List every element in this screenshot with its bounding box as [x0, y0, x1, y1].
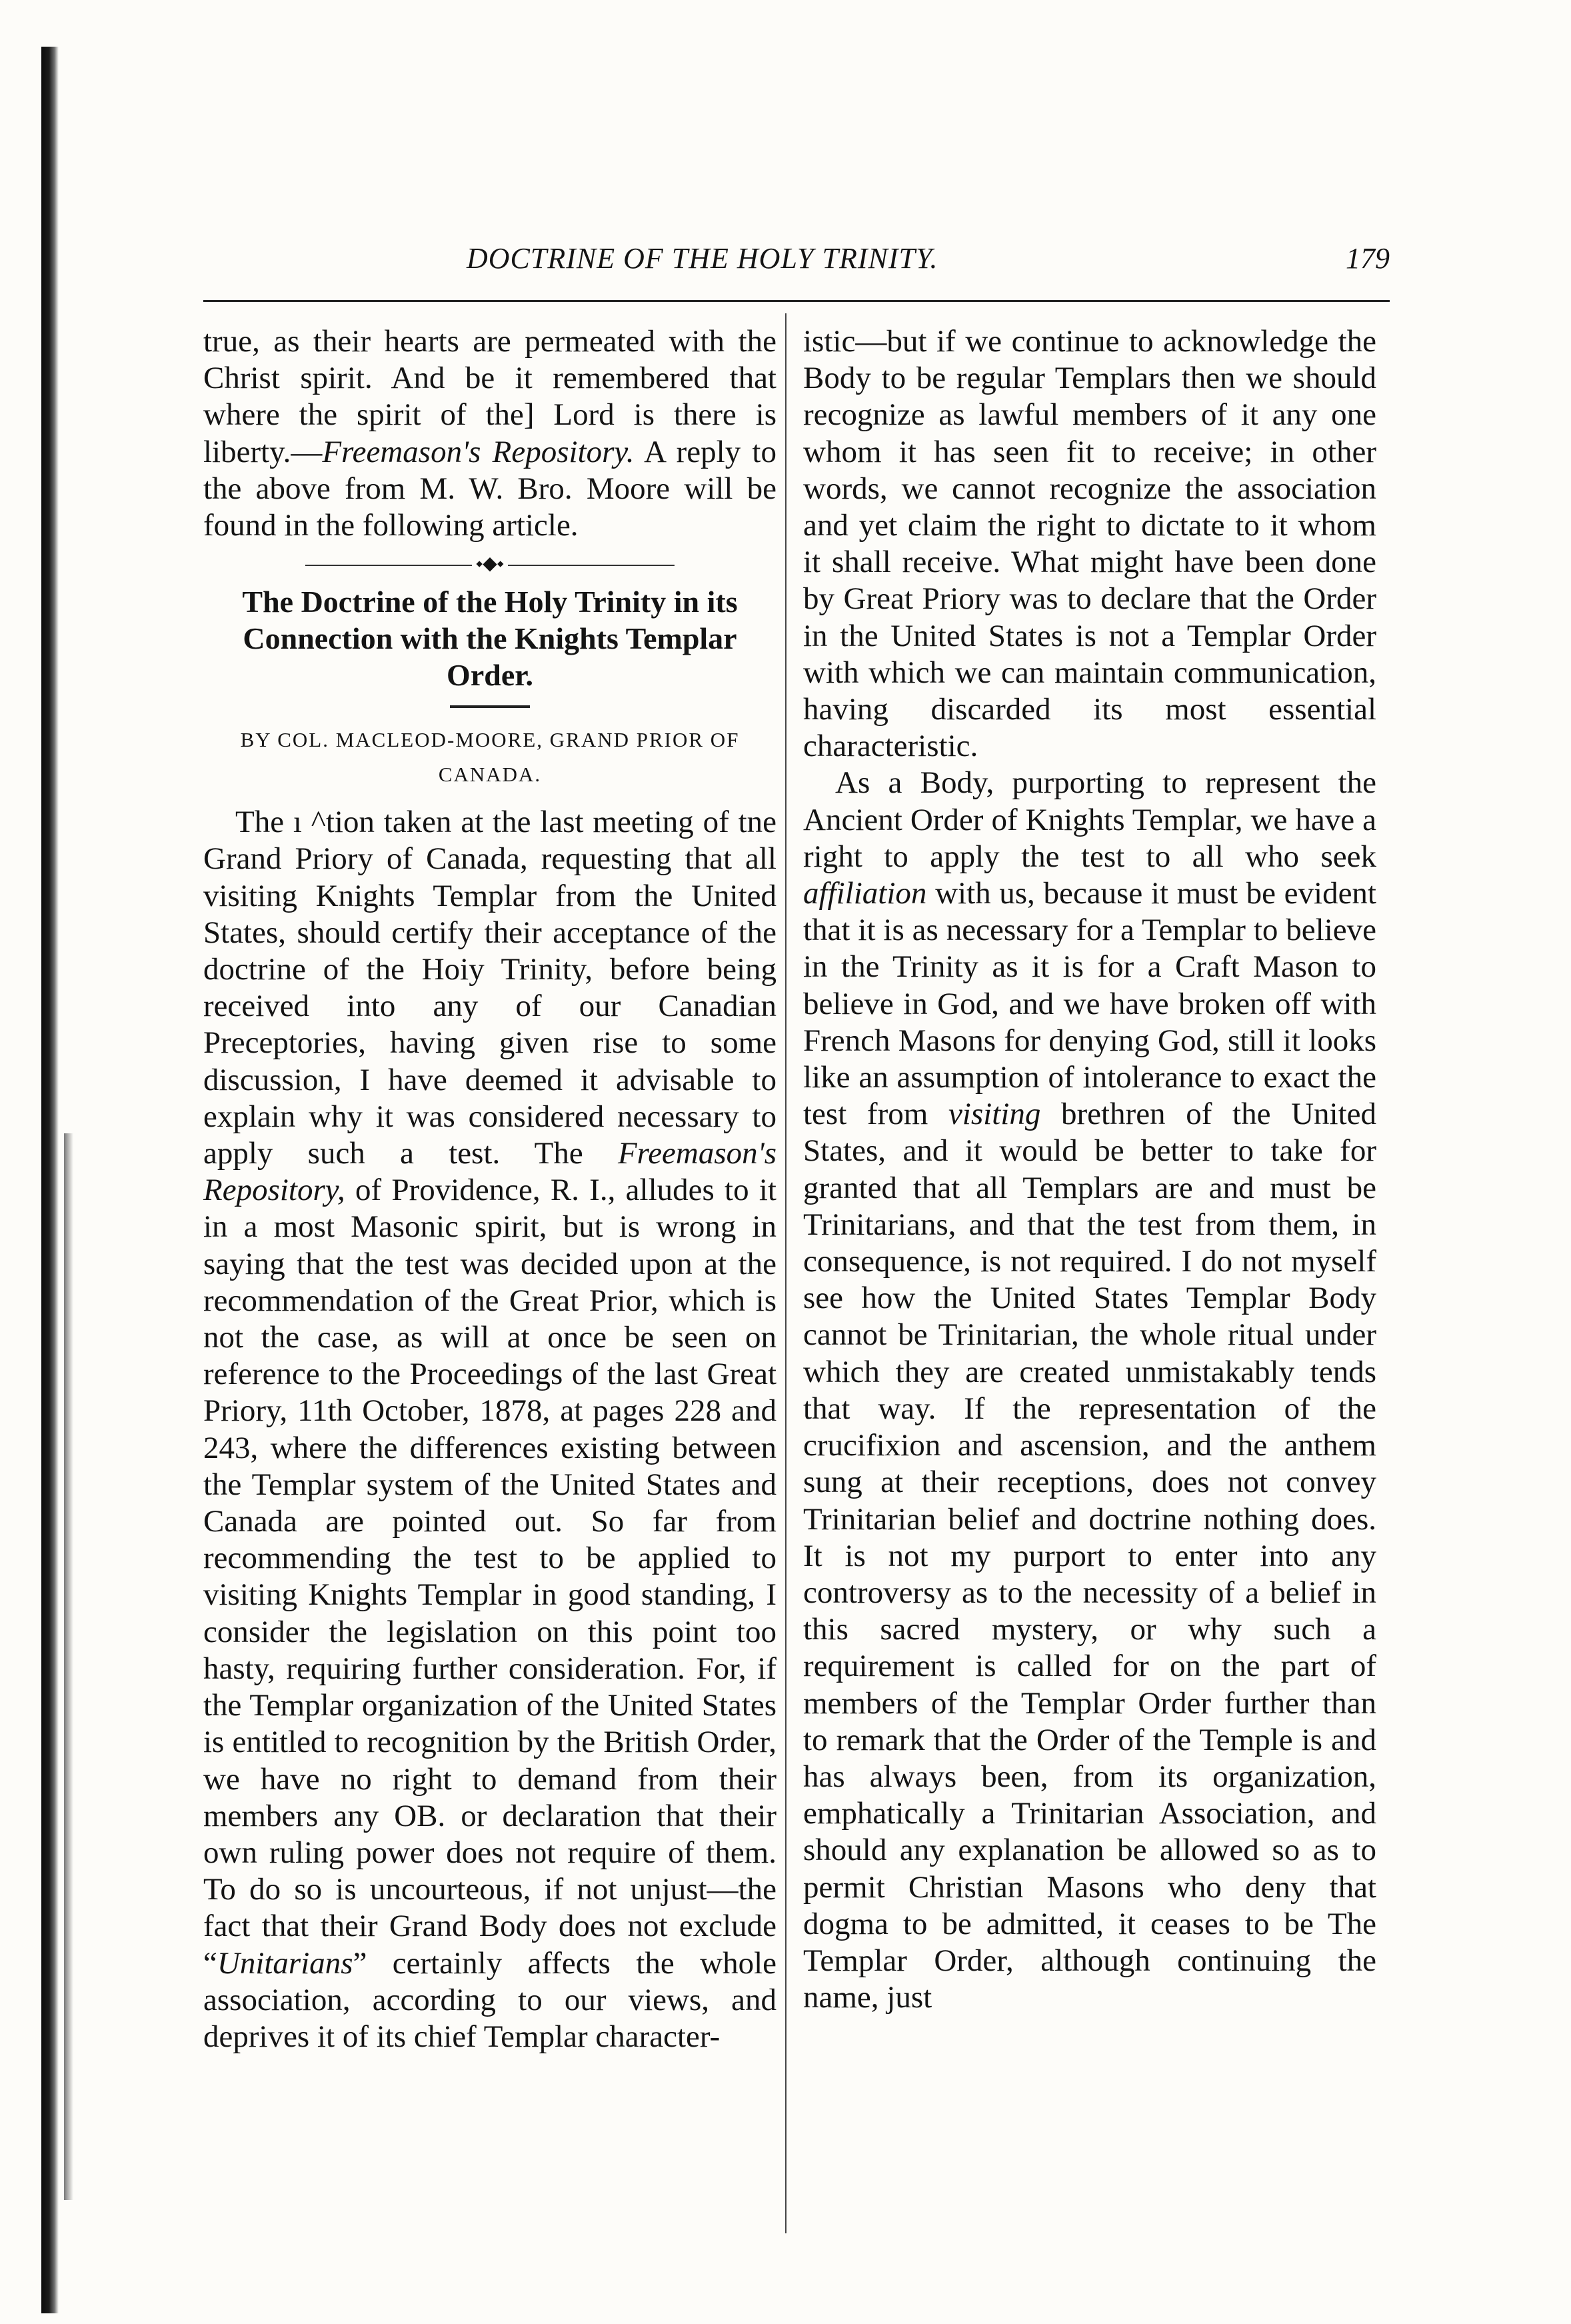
article-title: The Doctrine of the Holy Trinity in its Connection with the Knights Templar Order.	[242, 585, 738, 693]
title-rule	[450, 705, 530, 708]
scan-binding-shadow	[64, 1133, 73, 2200]
body-paragraph-2: As a Body, purporting to represent the Ancient Order of Knights Templar, we have a right to apply the test to all who seek affiliation with us, because it must be evident that it is as necessary for a Templar to believe in the Trinity as it is for a Craft Mason to believe in God, and we have broken off with French Masons for denying God, still it looks like an assumption of intolerance to exact the test from visiting brethren of the United States, and it would be better to take for granted that all Templars are and must be Trinitarians, and that the test from them, in consequence, is not required. I do not myself see how the United States Templar Body cannot be Trinitarian, the whole ritual under which they are created unmistakably tends that way. If the representation of the crucifixion and ascension, and the anthem sung at their receptions, does not convey Trinitarian belief and doctrine nothing does. It is not my purport to enter into any controversy as to the necessity of a belief in this sacred mystery, or why such a requirement is called for on the part of members of the Templar Order further than to remark that the Order of the Temple is and has always been, from its organization, emphatically a Trinitarian Association, and should any explanation be allowed so as to permit Christian Masons who deny that dogma to be admitted, it ceases to be The Templar Order, although continuing the name, just	[803, 765, 1376, 2015]
left-column	[203, 323, 777, 2055]
header-rule	[203, 300, 1390, 302]
column-divider	[785, 313, 786, 2233]
page-number: 179	[1346, 242, 1390, 275]
section-ornament: ⬩◆⬩	[203, 545, 777, 582]
right-column	[803, 323, 1376, 2016]
running-title: DOCTRINE OF THE HOLY TRINITY.	[467, 242, 938, 275]
source-citation: Freemason's Repository.	[322, 434, 635, 469]
byline: BY COL. MACLEOD-MOORE, GRAND PRIOR OF CANADA.	[240, 728, 740, 787]
body-paragraph: The ı ^tion taken at the last meeting of tne Grand Priory of Canada, requesting that all visiting Knights Templar from the United States, should certify their acceptance of the doctrine of the Hoiy Trinity, before being received into any of our Canadian Preceptories, having given rise to some discussion, I have deemed it advisable to explain why it was considered necessary to apply such a test. The Freemason's Repository, of Providence, R. I., alludes to it in a most Masonic spirit, but is wrong in saying that the test was decided upon at the recommendation of the Great Prior, which is not the case, as will at once be seen on reference to the Proceedings of the last Great Priory, 11th October, 1878, at pages 228 and 243, where the differences existing between the Templar system of the United States and Canada are pointed out. So far from recommending the test to be applied to visiting Knights Templar in good standing, I consider the legislation on this point too hasty, requiring further consideration. For, if the Templar organization of the United States is entitled to recognition by the British Order, we have no right to demand from their members any OB. or declaration that their own ruling power does not require of them. To do so is uncourteous, if not unjust—the fact that their Grand Body does not exclude “Unitarians” certainly affects the whole association, according to our views, and deprives it of its chief Templar character-	[203, 805, 777, 2054]
page-header	[203, 235, 1390, 288]
continued-paragraph: istic—but if we continue to acknowledge the Body to be regular Templars then we should recognize as lawful members of it any one whom it has seen fit to receive; in other words, we cannot recognize the association and yet claim the right to dictate to it whom it shall receive. What might have been done by Great Priory was to declare that the Order in the United States is not a Templar Order with which we can maintain communication, having discarded its most essential characteristic.	[803, 324, 1376, 764]
intro-paragraph: true, as their hearts are permeated with the Christ spirit. And be it remembered that where the spirit of the] Lord is there is liberty.—Freemason's Repository. A reply to the above from M. W. Bro. Moore will be found in the following article.	[203, 324, 777, 543]
scan-binding-edge	[41, 47, 59, 2313]
